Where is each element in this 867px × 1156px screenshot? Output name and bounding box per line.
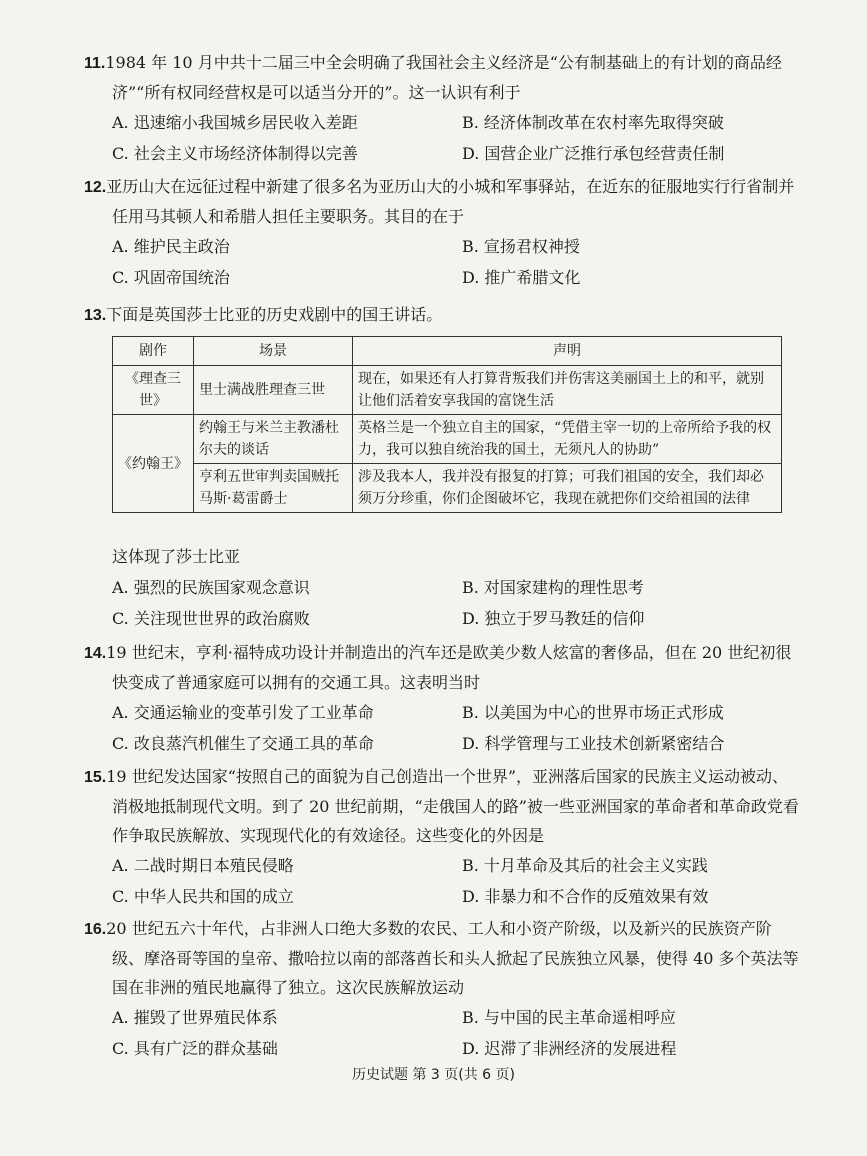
question-12 bbox=[84, 172, 800, 293]
options bbox=[84, 572, 800, 634]
option-a[interactable]: A. 摧毁了世界殖民体系 bbox=[112, 1008, 278, 1027]
option-c[interactable]: C. 具有广泛的群众基础 bbox=[112, 1039, 278, 1058]
question-stem: 13.下面是英国莎士比亚的历史戏剧中的国王讲话。 bbox=[84, 305, 443, 324]
page-footer: 历史试题 第 3 页(共 6 页) bbox=[352, 1067, 515, 1083]
option-b[interactable]: B. 对国家建构的理性思考 bbox=[462, 578, 644, 597]
table-header: 剧作 bbox=[113, 337, 194, 366]
play-cell: 《约翰王》 bbox=[113, 415, 194, 513]
table-header: 声明 bbox=[353, 337, 782, 366]
option-b[interactable]: B. 十月革命及其后的社会主义实践 bbox=[462, 856, 708, 875]
option-d[interactable]: D. 迟滞了非洲经济的发展进程 bbox=[462, 1039, 677, 1058]
statement-cell: 英格兰是一个独立自主的国家，“凭借主宰一切的上帝所给予我的权力，我可以独自统治我的国土，无须凡人的协助” bbox=[353, 415, 782, 464]
statement-cell: 涉及我本人，我并没有报复的打算；可我们祖国的安全，我们却必须万分珍重，你们企图破坏它，我现在就把你们交给祖国的法律 bbox=[353, 464, 782, 513]
table-row bbox=[113, 415, 782, 464]
question-stem: 14.19 世纪末，亨利·福特成功设计并制造出的汽车还是欧美少数人炫富的奢侈品，但在 20 世纪初很快变成了普通家庭可以拥有的交通工具。这表明当时 bbox=[84, 643, 792, 692]
table-header: 场景 bbox=[194, 337, 353, 366]
options bbox=[84, 231, 800, 293]
question-11 bbox=[84, 48, 800, 169]
question-16 bbox=[84, 914, 800, 1064]
play-cell: 《理查三世》 bbox=[113, 366, 194, 415]
speech-table bbox=[112, 336, 782, 513]
question-lead: 这体现了莎士比亚 bbox=[112, 547, 241, 566]
option-a[interactable]: A. 维护民主政治 bbox=[112, 237, 230, 256]
question-15 bbox=[84, 762, 800, 912]
option-c[interactable]: C. 巩固帝国统治 bbox=[112, 268, 230, 287]
statement-cell: 现在，如果还有人打算背叛我们并伤害这美丽国土上的和平，就别让他们活着安享我国的富饶生活 bbox=[353, 366, 782, 415]
scene-cell: 约翰王与米兰主教潘杜尔夫的谈话 bbox=[194, 415, 353, 464]
scene-cell: 亨利五世审判卖国贼托马斯·葛雷爵士 bbox=[194, 464, 353, 513]
option-d[interactable]: D. 非暴力和不合作的反殖效果有效 bbox=[462, 887, 709, 906]
option-b[interactable]: B. 与中国的民主革命遥相呼应 bbox=[462, 1008, 676, 1027]
question-14 bbox=[84, 638, 800, 759]
options bbox=[84, 697, 800, 759]
option-d[interactable]: D. 独立于罗马教廷的信仰 bbox=[462, 609, 645, 628]
question-13-options bbox=[84, 542, 800, 634]
option-c[interactable]: C. 社会主义市场经济体制得以完善 bbox=[112, 144, 358, 163]
option-a[interactable]: A. 迅速缩小我国城乡居民收入差距 bbox=[112, 113, 358, 132]
option-d[interactable]: D. 科学管理与工业技术创新紧密结合 bbox=[462, 734, 725, 753]
table-row bbox=[113, 464, 782, 513]
option-c[interactable]: C. 改良蒸汽机催生了交通工具的革命 bbox=[112, 734, 374, 753]
question-stem: 11.1984 年 10 月中共十二届三中全会明确了我国社会主义经济是“公有制基础上的有计划的商品经济”“所有权同经营权是可以适当分开的”。这一认识有利于 bbox=[84, 53, 782, 102]
option-a[interactable]: A. 强烈的民族国家观念意识 bbox=[112, 578, 310, 597]
option-d[interactable]: D. 推广希腊文化 bbox=[462, 268, 581, 287]
question-stem: 12.亚历山大在远征过程中新建了很多名为亚历山大的小城和军事驿站，在近东的征服地实行行省制并任用马其顿人和希腊人担任主要职务。其目的在于 bbox=[84, 177, 795, 226]
option-c[interactable]: C. 中华人民共和国的成立 bbox=[112, 887, 294, 906]
question-stem: 15.19 世纪发达国家“按照自己的面貌为自己创造出一个世界”，亚洲落后国家的民族主义运动被动、消极地抵制现代文明。到了 20 世纪前期，“走俄国人的路”被一些亚洲国家的革命者和革命政党看作争取民族解放、实现现代化的有效途径。这些变化的外因是 bbox=[84, 767, 799, 845]
options bbox=[84, 850, 800, 912]
question-stem: 16.20 世纪五六十年代，占非洲人口绝大多数的农民、工人和小资产阶级，以及新兴的民族资产阶级、摩洛哥等国的皇帝、撒哈拉以南的部落酋长和头人掀起了民族独立风暴，使得 40 多个英法等国在非洲的殖民地赢得了独立。这次民族解放运动 bbox=[84, 919, 799, 997]
options bbox=[84, 1002, 800, 1064]
table-header-row bbox=[113, 337, 782, 366]
option-a[interactable]: A. 交通运输业的变革引发了工业革命 bbox=[112, 703, 374, 722]
options bbox=[84, 107, 800, 169]
option-b[interactable]: B. 宣扬君权神授 bbox=[462, 237, 580, 256]
option-d[interactable]: D. 国营企业广泛推行承包经营责任制 bbox=[462, 144, 725, 163]
scene-cell: 里士满战胜理查三世 bbox=[194, 366, 353, 415]
option-a[interactable]: A. 二战时期日本殖民侵略 bbox=[112, 856, 294, 875]
question-13 bbox=[84, 300, 800, 330]
option-b[interactable]: B. 经济体制改革在农村率先取得突破 bbox=[462, 113, 724, 132]
table-row bbox=[113, 366, 782, 415]
option-c[interactable]: C. 关注现世世界的政治腐败 bbox=[112, 609, 310, 628]
option-b[interactable]: B. 以美国为中心的世界市场正式形成 bbox=[462, 703, 724, 722]
